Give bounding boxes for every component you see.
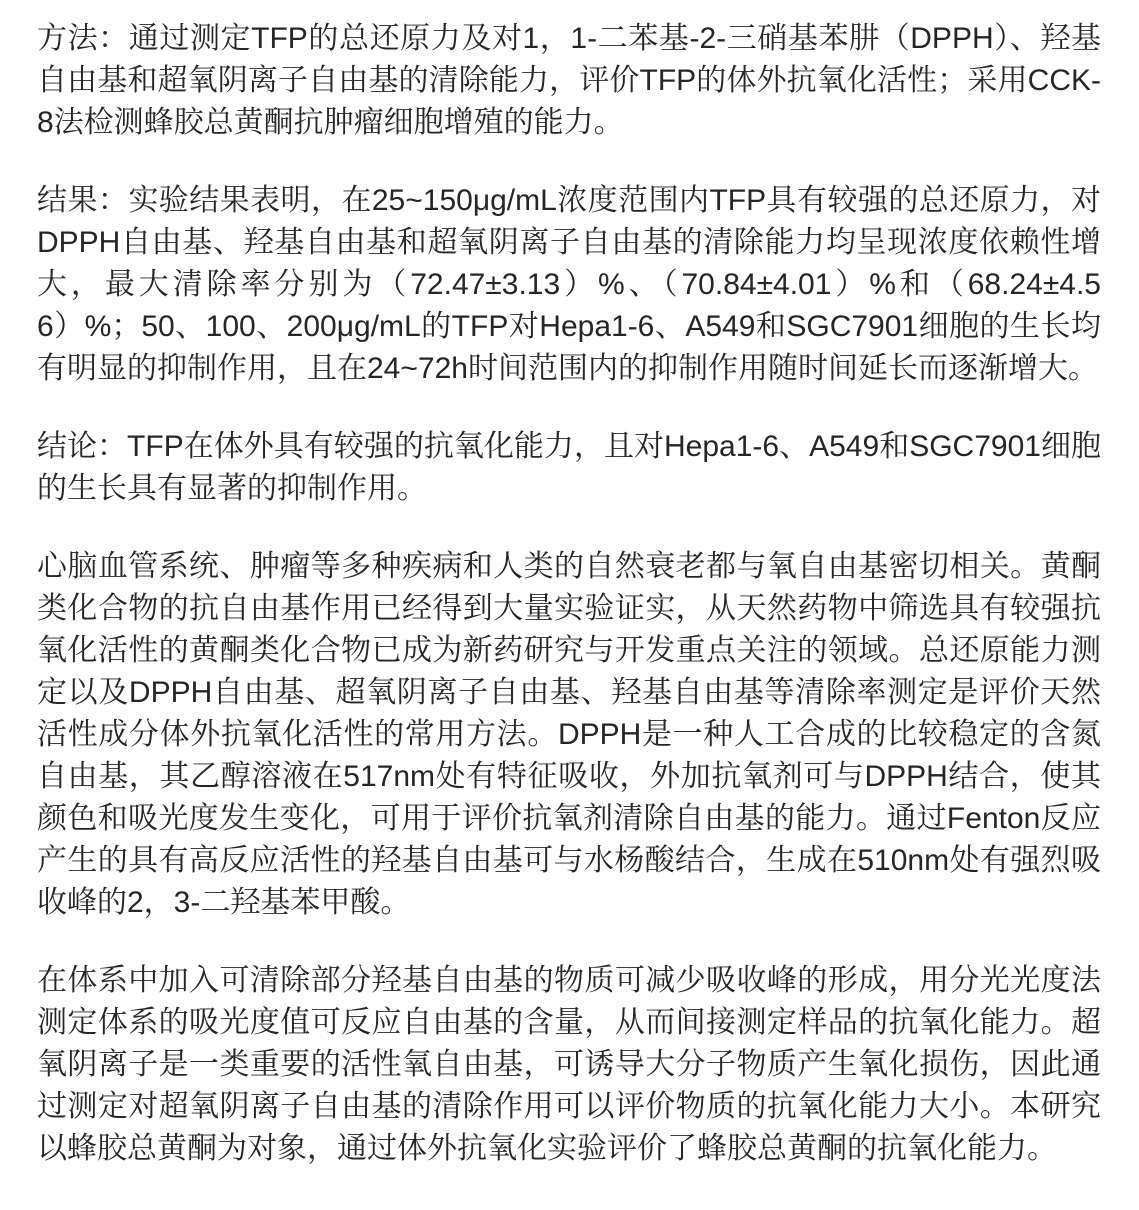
paragraph-conclusion: 结论：TFP在体外具有较强的抗氧化能力，且对Hepa1-6、A549和SGC7901细胞的生长具有显著的抑制作用。 <box>37 430 1101 505</box>
paragraph-results: 结果：实验结果表明，在25~150μg/mL浓度范围内TFP具有较强的总还原力，对DPPH自由基、羟基自由基和超氧阴离子自由基的清除能力均呈现浓度依赖性增大，最大清除率分别为（72.47±3.13）%、（70.84±4.01）%和（68.24±4.56）%；50、100、200μg/mL的TFP对Hepa1-6、A549和SGC7901细胞的生长均有明显的抑制作用，且在24~72h时间范围内的抑制作用随时间延长而逐渐增大。 <box>37 184 1101 385</box>
paragraph-methods: 方法：通过测定TFP的总还原力及对1，1-二苯基-2-三硝基苯肼（DPPH）、羟基自由基和超氧阴离子自由基的清除能力，评价TFP的体外抗氧化活性；采用CCK-8法检测蜂胶总黄酮抗肿瘤细胞增殖的能力。 <box>37 22 1101 139</box>
paragraph-background-2: 在体系中加入可清除部分羟基自由基的物质可减少吸收峰的形成，用分光光度法测定体系的吸光度值可反应自由基的含量，从而间接测定样品的抗氧化能力。超氧阴离子是一类重要的活性氧自由基，可诱导大分子物质产生氧化损伤，因此通过测定对超氧阴离子自由基的清除作用可以评价物质的抗氧化能力大小。本研究以蜂胶总黄酮为对象，通过体外抗氧化实验评价了蜂胶总黄酮的抗氧化能力。 <box>37 964 1101 1165</box>
paragraph-background-1: 心脑血管系统、肿瘤等多种疾病和人类的自然衰老都与氧自由基密切相关。黄酮类化合物的抗自由基作用已经得到大量实验证实，从天然药物中筛选具有较强抗氧化活性的黄酮类化合物已成为新药研究与开发重点关注的领域。总还原能力测定以及DPPH自由基、超氧阴离子自由基、羟基自由基等清除率测定是评价天然活性成分体外抗氧化活性的常用方法。DPPH是一种人工合成的比较稳定的含氮自由基，其乙醇溶液在517nm处有特征吸收，外加抗氧剂可与DPPH结合，使其颜色和吸光度发生变化，可用于评价抗氧剂清除自由基的能力。通过Fenton反应产生的具有高反应活性的羟基自由基可与水杨酸结合，生成在510nm处有强烈吸收峰的2，3-二羟基苯甲酸。 <box>37 550 1101 919</box>
